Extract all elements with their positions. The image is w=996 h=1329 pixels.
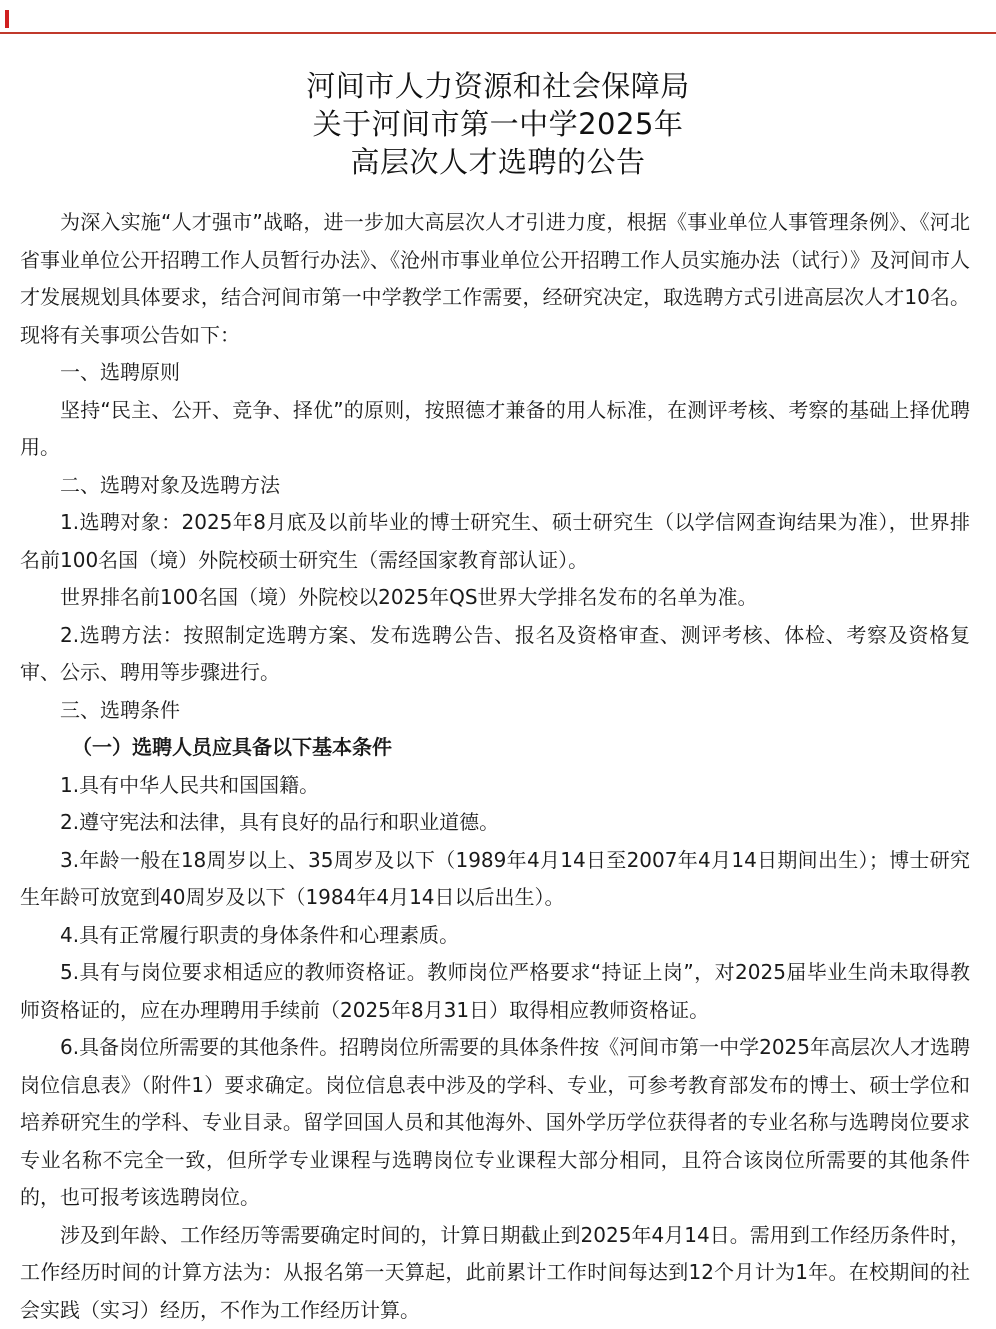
subsection-heading-basic-conditions: （一）选聘人员应具备以下基本条件 bbox=[20, 729, 970, 767]
title-line-2: 关于河间市第一中学2025年 bbox=[0, 105, 996, 143]
condition-4: 4.具有正常履行职责的身体条件和心理素质。 bbox=[20, 917, 970, 955]
condition-5: 5.具有与岗位要求相适应的教师资格证。教师岗位严格要求“持证上岗”，对2025届毕业生尚未取得教师资格证的，应在办理聘用手续前（2025年8月31日）取得相应教师资格证。 bbox=[20, 954, 970, 1029]
condition-2: 2.遵守宪法和法律，具有良好的品行和职业道德。 bbox=[20, 804, 970, 842]
principles-paragraph: 坚持“民主、公开、竞争、择优”的原则，按照德才兼备的用人标准，在测评考核、考察的基础上择优聘用。 bbox=[20, 392, 970, 467]
red-marker-icon bbox=[5, 10, 9, 28]
condition-6: 6.具备岗位所需要的其他条件。招聘岗位所需要的具体条件按《河间市第一中学2025年高层次人才选聘岗位信息表》（附件1）要求确定。岗位信息表中涉及的学科、专业，可参考教育部发布的博士、硕士学位和培养研究生的学科、专业目录。留学回国人员和其他海外、国外学历学位获得者的专业名称与选聘岗位要求专业名称不完全一致，但所学专业课程与选聘岗位专业课程大部分相同，且符合该岗位所需要的其他条件的，也可报考该选聘岗位。 bbox=[20, 1029, 970, 1217]
date-calculation-paragraph: 涉及到年龄、工作经历等需要确定时间的，计算日期截止到2025年4月14日。需用到工作经历条件时，工作经历时间的计算方法为：从报名第一天算起，此前累计工作时间每达到12个月计为1年。在校期间的社会实践（实习）经历，不作为工作经历计算。 bbox=[20, 1217, 970, 1329]
title-line-3: 高层次人才选聘的公告 bbox=[0, 143, 996, 181]
title-line-1: 河间市人力资源和社会保障局 bbox=[0, 67, 996, 105]
top-toolbar bbox=[0, 0, 996, 34]
ranking-paragraph: 世界排名前100名国（境）外院校以2025年QS世界大学排名发布的名单为准。 bbox=[20, 579, 970, 617]
section-heading-principles: 一、选聘原则 bbox=[20, 354, 970, 392]
method-paragraph: 2.选聘方法：按照制定选聘方案、发布选聘公告、报名及资格审查、测评考核、体检、考察及资格复审、公示、聘用等步骤进行。 bbox=[20, 617, 970, 692]
notice-title bbox=[0, 67, 996, 181]
section-heading-conditions: 三、选聘条件 bbox=[20, 692, 970, 730]
section-heading-targets: 二、选聘对象及选聘方法 bbox=[20, 467, 970, 505]
condition-1: 1.具有中华人民共和国国籍。 bbox=[20, 767, 970, 805]
intro-paragraph: 为深入实施“人才强市”战略，进一步加大高层次人才引进力度，根据《事业单位人事管理条例》、《河北省事业单位公开招聘工作人员暂行办法》、《沧州市事业单位公开招聘工作人员实施办法（试行）》及河间市人才发展规划具体要求，结合河间市第一中学教学工作需要，经研究决定，取选聘方式引进高层次人才10名。现将有关事项公告如下： bbox=[20, 204, 970, 354]
notice-body bbox=[20, 204, 970, 1329]
targets-paragraph: 1.选聘对象：2025年8月底及以前毕业的博士研究生、硕士研究生（以学信网查询结果为准），世界排名前100名国（境）外院校硕士研究生（需经国家教育部认证）。 bbox=[20, 504, 970, 579]
condition-3: 3.年龄一般在18周岁以上、35周岁及以下（1989年4月14日至2007年4月14日期间出生）；博士研究生年龄可放宽到40周岁及以下（1984年4月14日以后出生）。 bbox=[20, 842, 970, 917]
